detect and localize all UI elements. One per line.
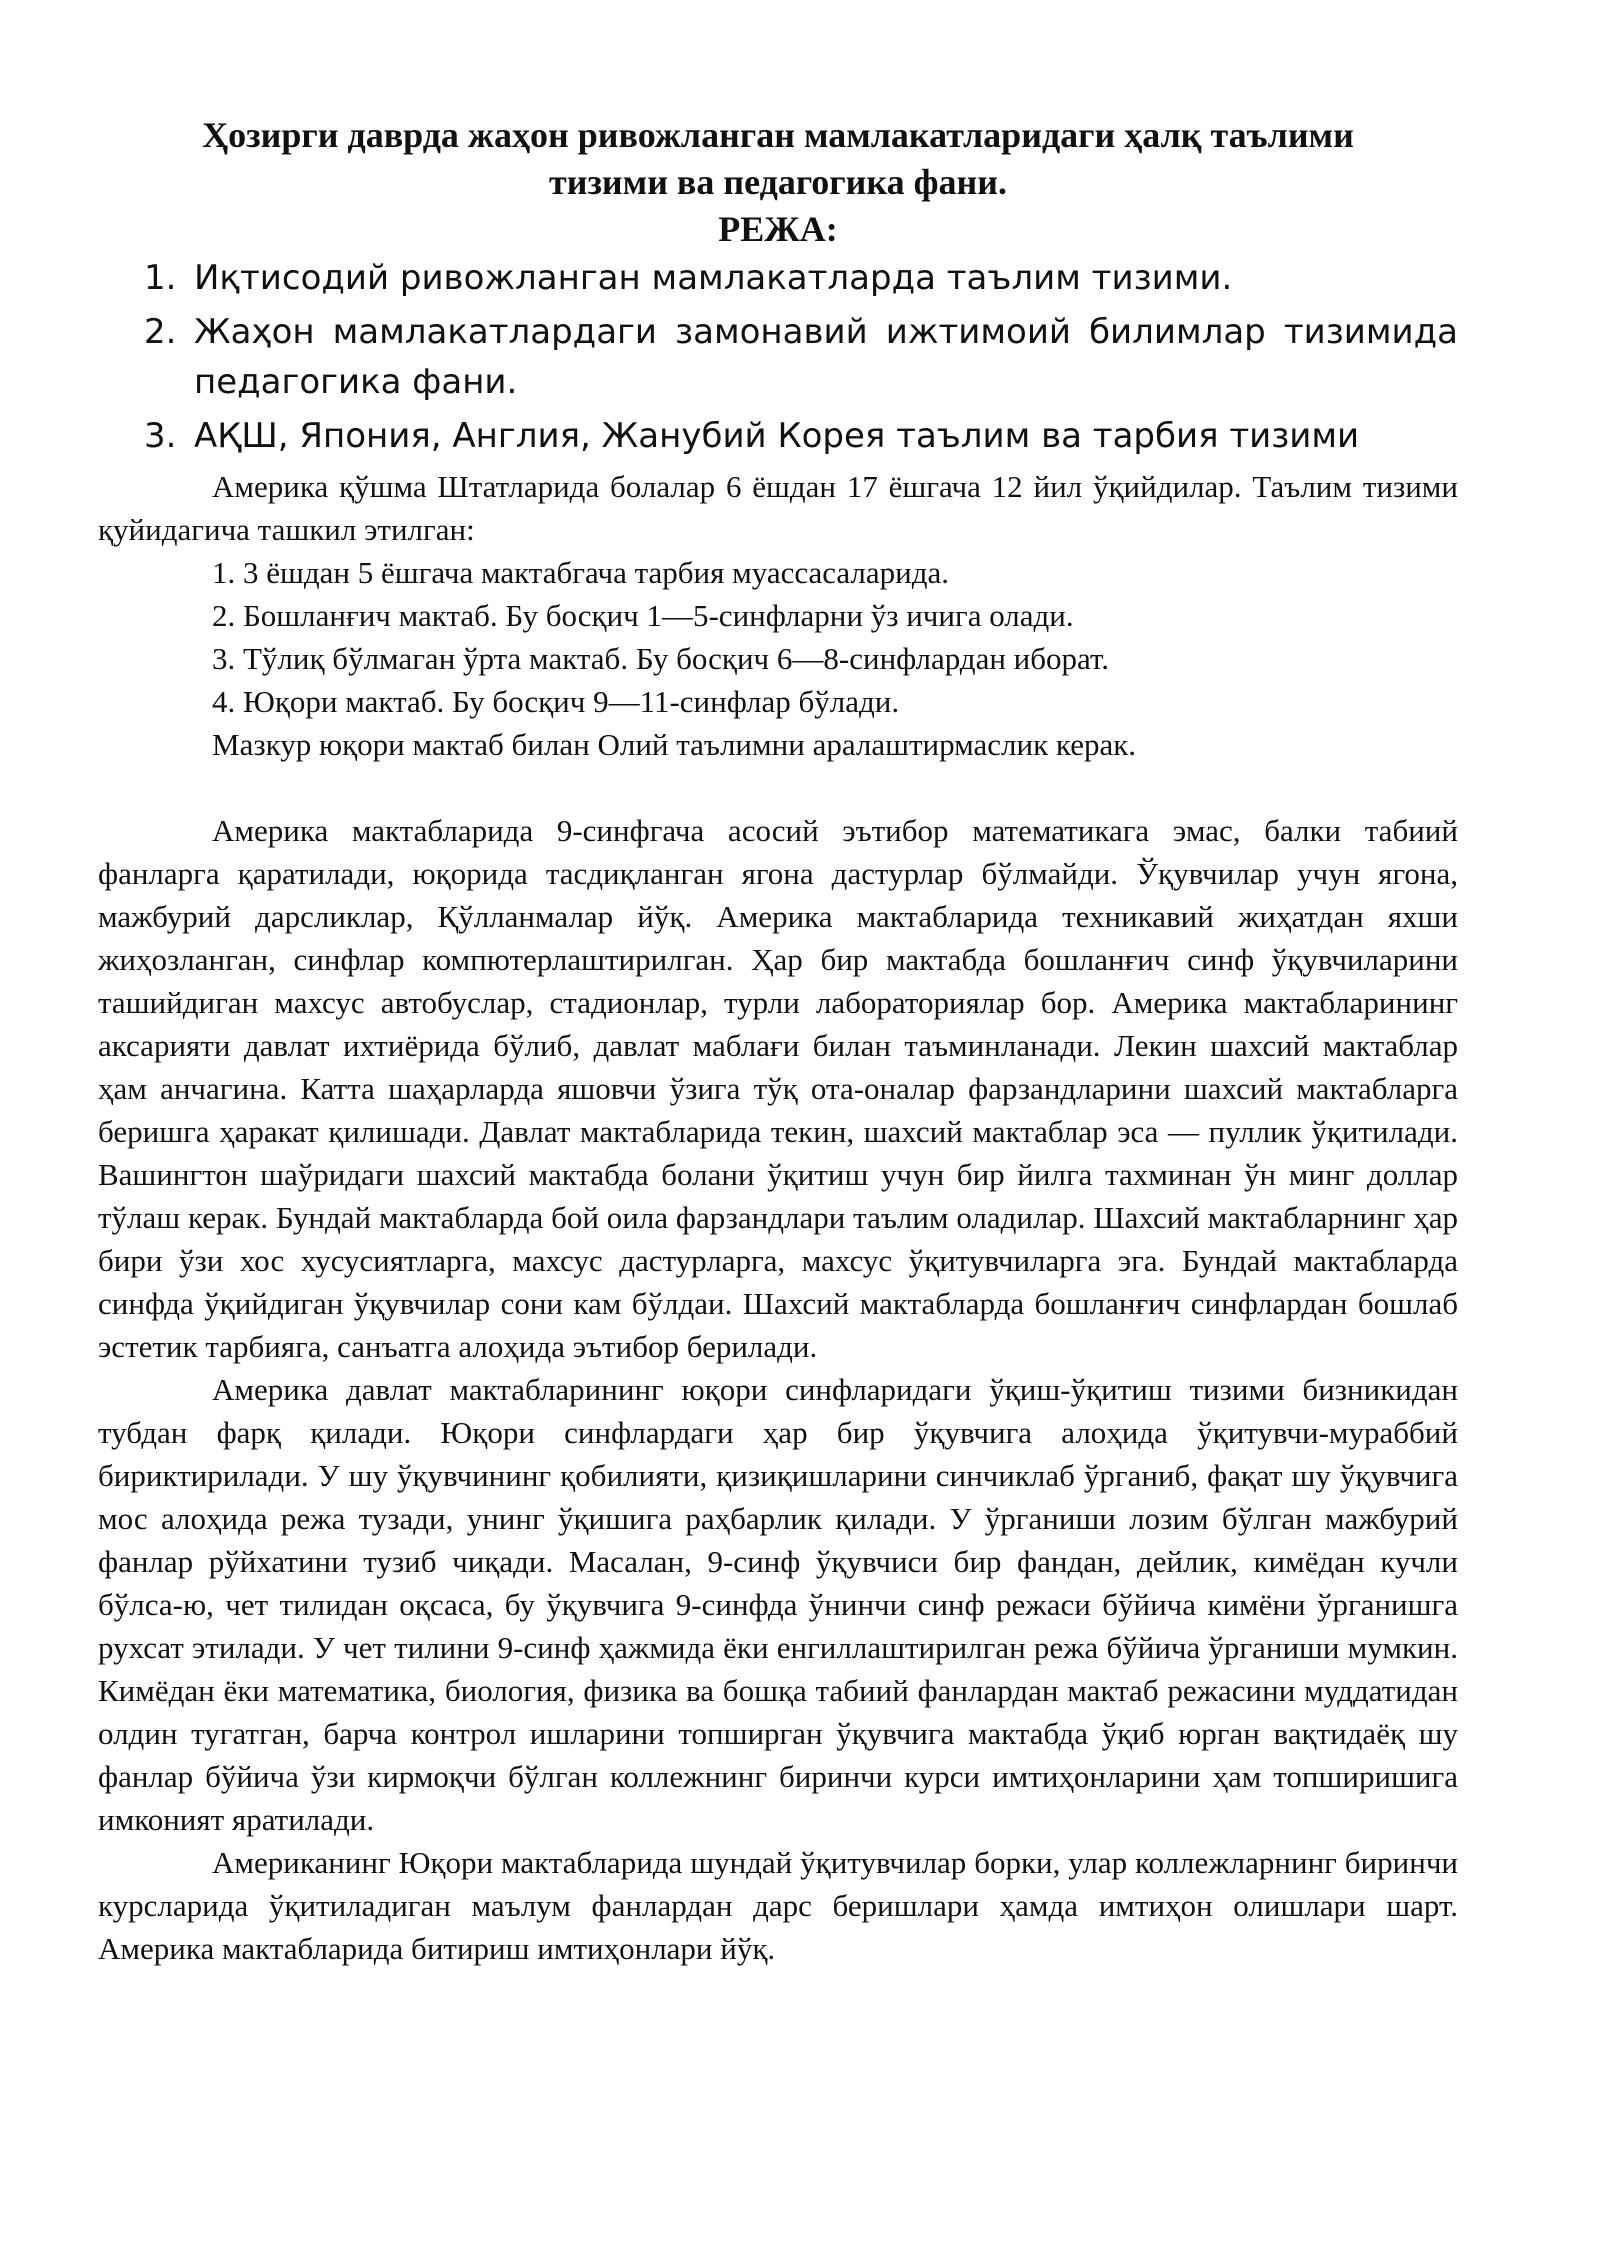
plan-item-text: Иқтисодий ривожланган мамлакатларда таълим тизими.: [194, 258, 1233, 298]
plan-item: [98, 411, 1458, 461]
plan-item-number: 2.: [144, 312, 177, 352]
plan-item: [98, 307, 1458, 407]
plan-item: [98, 253, 1458, 303]
body-paragraph: Америка давлат мактабларининг юқори синфларидаги ўқиш-ўқитиш тизими бизникидан тубдан фарқ қилади. Юқори синфлардаги ҳар бир ўқувчига алоҳида ўқитувчи-мураббий бириктирилади. У шу ўқувчининг қобилияти, қизиқишларини синчиклаб ўрганиб, фақат шу ўқувчига мос алоҳида режа тузади, унинг ўқишига раҳбарлик қилади. У ўрганиши лозим бўлган мажбурий фанлар рўйхатини тузиб чиқади. Масалан, 9-синф ўқувчиси бир фандан, дейлик, кимёдан кучли бўлса-ю, чет тилидан оқсаса, бу ўқувчига 9-синфда ўнинчи синф режаси бўйича кимёни ўрганишга рухсат этилади. У чет тилини 9-синф ҳажмида ёки енгиллаштирилган режа бўйича ўрганиши мумкин. Кимёдан ёки математика, биология, физика ва бошқа табиий фанлардан мактаб режасини муддатидан олдин тугатган, барча контрол ишларини топширган ўқувчига мактабда ўқиб юрган вақтидаёқ шу фанлар бўйича ўзи кирмоқчи бўлган коллежнинг биринчи курси имтиҳонларини ҳам топширишига имконият яратилади.: [98, 1372, 1458, 1837]
document-title: Ҳозирги даврда жаҳон ривожланган мамлакатларидаги ҳалқ таълими тизими ва педагогика фани.: [202, 115, 1354, 202]
document-page: [98, 112, 1458, 1970]
body-paragraph: Америка мактабларида 9-синфгача асосий эътибор математикага эмас, балки табиий фанларга қаратилади, юқорида тасдиқланган ягона дастурлар бўлмайди. Ўқувчилар учун ягона, мажбурий дарсликлар, Қўлланмалар йўқ. Америка мактабларида техникавий жиҳатдан яхши жиҳозланган, синфлар компютерлаштирилган. Ҳар бир мактабда бошланғич синф ўқувчиларини ташийдиган махсус автобуслар, стадионлар, турли лабораториялар бор. Америка мактабларининг аксарияти давлат ихтиёрида бўлиб, давлат маблағи билан таъминланади. Лекин шахсий мактаблар ҳам анчагина. Катта шаҳарларда яшовчи ўзига тўқ ота-оналар фарзандларини шахсий мактабларга беришга ҳаракат қилишади. Давлат мактабларида текин, шахсий мактаблар эса — пуллик ўқитилади. Вашингтон шаўридаги шахсий мактабда болани ўқитиш учун бир йилга тахминан ўн минг доллар тўлаш керак. Бундай мактабларда бой оила фарзандлари таълим оладилар. Шахсий мактабларнинг ҳар бири ўзи хос хусусиятларга, махсус дастурларга, махсус ўқитувчиларга эга. Бундай мактабларда синфда ўқийдиган ўқувчилар сони кам бўлдаи. Шахсий мактабларда бошланғич синфлардан бошлаб эстетик тарбияга, санъатга алоҳида эътибор берилади.: [98, 813, 1458, 1364]
plan-heading: РЕЖА:: [718, 209, 838, 249]
document-body: [98, 465, 1458, 1970]
structure-item: 3. Тўлиқ бўлмаган ўрта мактаб. Бу босқич 6—8-синфлардан иборат.: [212, 641, 1109, 676]
structure-item: 1. 3 ёшдан 5 ёшгача мактабгача тарбия муассасаларида.: [212, 555, 950, 590]
plan-list: [98, 253, 1458, 461]
body-paragraph: Американинг Юқори мактабларида шундай ўқитувчилар борки, улар коллежларнинг биринчи курсларида ўқитиладиган маълум фанлардан дарс беришлари ҳамда имтиҳон олишлари шарт. Америка мактабларида битириш имтиҳонлари йўқ.: [98, 1845, 1458, 1966]
plan-item-text: Жаҳон мамлакатлардаги замонавий ижтимоий билимлар тизимида педагогика фани.: [194, 312, 1458, 402]
structure-item: 2. Бошланғич мактаб. Бу босқич 1—5-синфларни ўз ичига олади.: [212, 598, 1074, 633]
structure-note: Мазкур юқори мактаб билан Олий таълимни аралаштирмаслик керак.: [212, 727, 1137, 762]
plan-item-number: 1.: [144, 258, 177, 298]
plan-item-number: 3.: [144, 416, 177, 456]
paragraph-spacer: [98, 766, 1458, 809]
intro-paragraph: Америка қўшма Штатларида болалар 6 ёшдан 17 ёшгача 12 йил ўқийдилар. Таълим тизими қуйидагича ташкил этилган:: [98, 469, 1458, 547]
structure-item: 4. Юқори мактаб. Бу босқич 9—11-синфлар бўлади.: [212, 684, 900, 719]
plan-item-text: АҚШ, Япония, Англия, Жанубий Корея таълим ва тарбия тизими: [194, 416, 1360, 456]
